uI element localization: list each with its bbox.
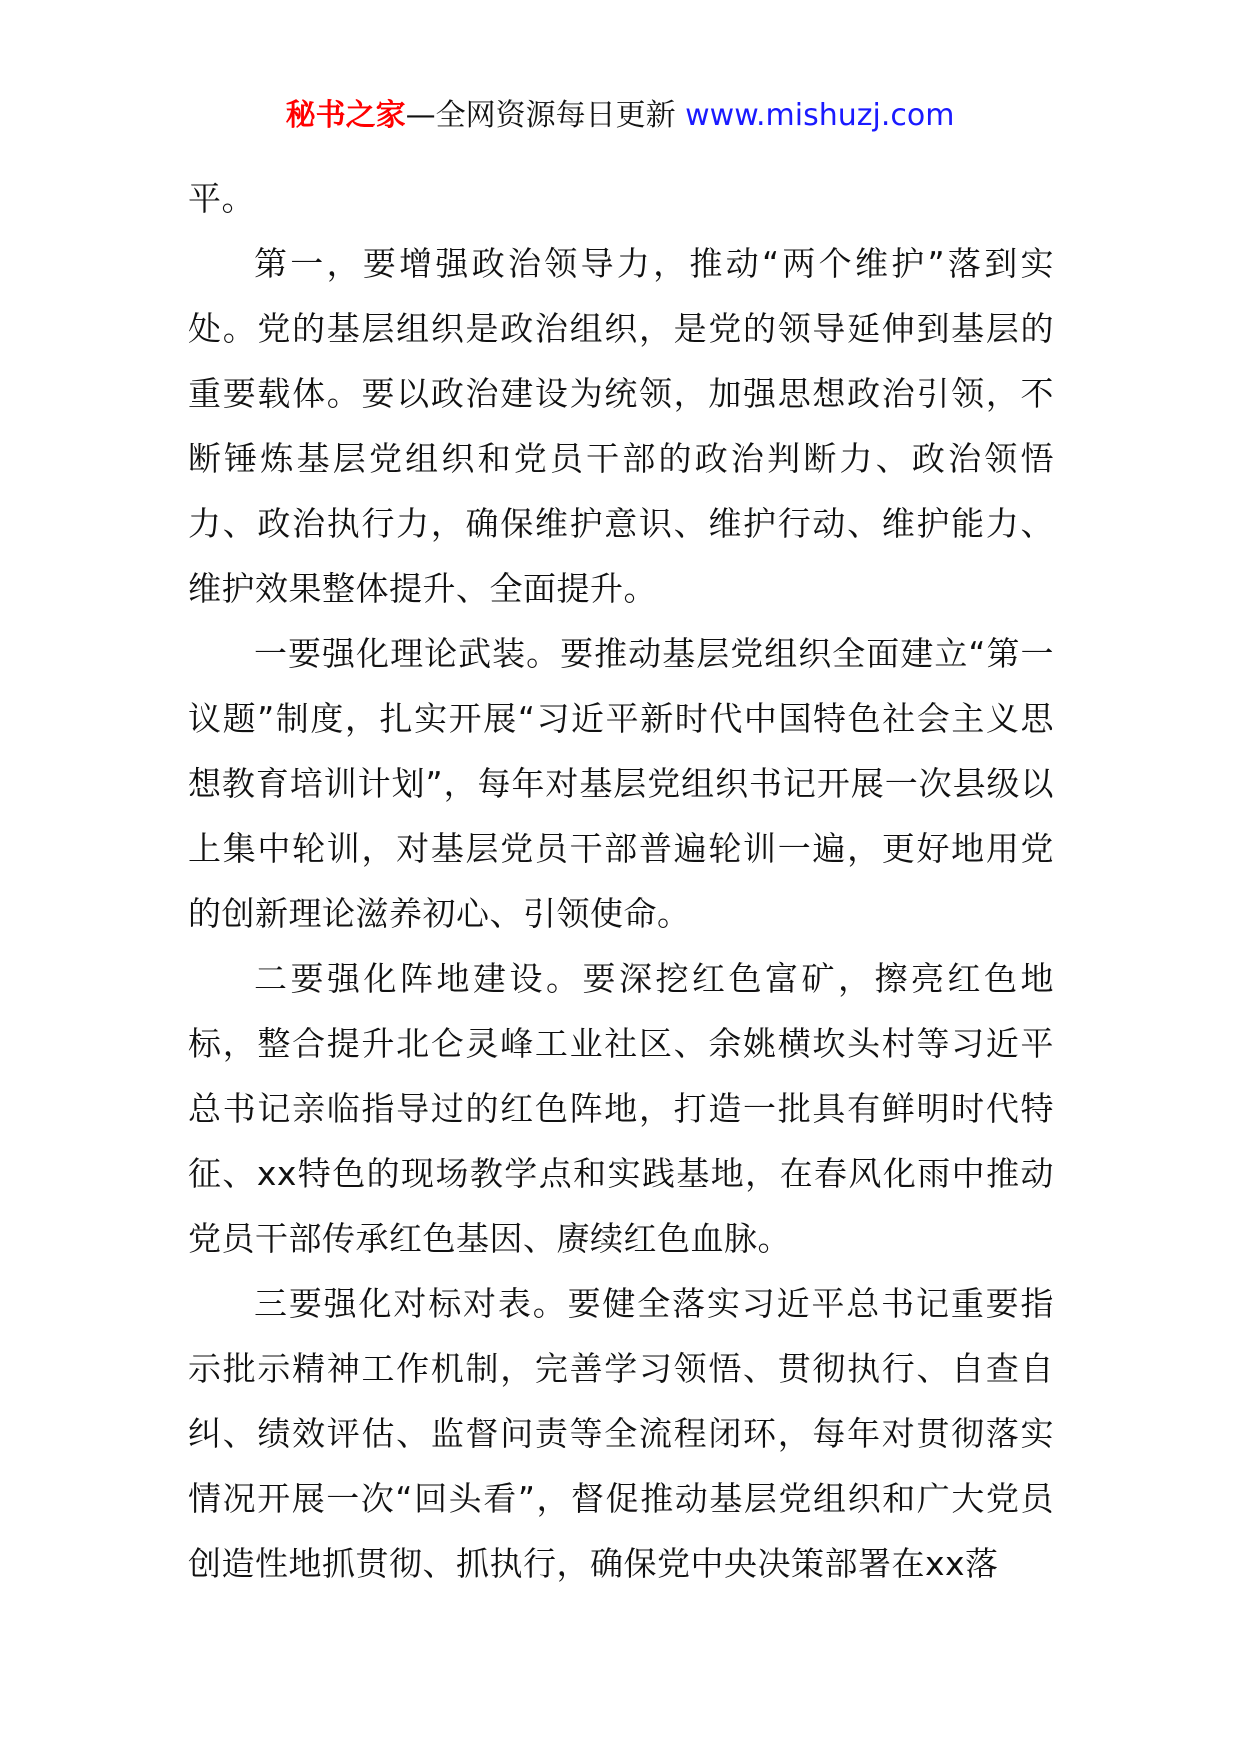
paragraph-first-point: 第一，要增强政治领导力，推动“两个维护”落到实处。党的基层组织是政治组织，是党的领导延伸到基层的重要载体。要以政治建设为统领，加强思想政治引领，不断锤炼基层党组织和党员干部的政治判断力、政治领悟力、政治执行力，确保维护意识、维护行动、维护能力、维护效果整体提升、全面提升。	[188, 244, 1054, 608]
paragraph-benchmarking: 三要强化对标对表。要健全落实习近平总书记重要指示批示精神工作机制，完善学习领悟、贯彻执行、自查自纠、绩效评估、监督问责等全流程闭环，每年对贯彻落实情况开展一次“回头看”，督促推动基层党组织和广大党员创造性地抓贯彻、抓执行，确保党中央决策部署在xx落	[188, 1284, 1054, 1583]
paragraph-position-building: 二要强化阵地建设。要深挖红色富矿，擦亮红色地标，整合提升北仑灵峰工业社区、余姚横坎头村等习近平总书记亲临指导过的红色阵地，打造一批具有鲜明时代特征、xx特色的现场教学点和实践基地，在春风化雨中推动党员干部传承红色基因、赓续红色血脉。	[188, 959, 1054, 1258]
paragraph-continuation: 平。	[188, 179, 255, 218]
site-brand: 秘书之家	[285, 98, 406, 133]
site-url-link[interactable]: www.mishuzj.com	[685, 98, 955, 133]
document-body	[188, 166, 1054, 1596]
site-header	[0, 96, 1240, 136]
site-tagline: —全网资源每日更新	[405, 98, 676, 133]
paragraph-theory-arming: 一要强化理论武装。要推动基层党组织全面建立“第一议题”制度，扎实开展“习近平新时代中国特色社会主义思想教育培训计划”，每年对基层党组织书记开展一次县级以上集中轮训，对基层党员干部普遍轮训一遍，更好地用党的创新理论滋养初心、引领使命。	[188, 634, 1054, 933]
